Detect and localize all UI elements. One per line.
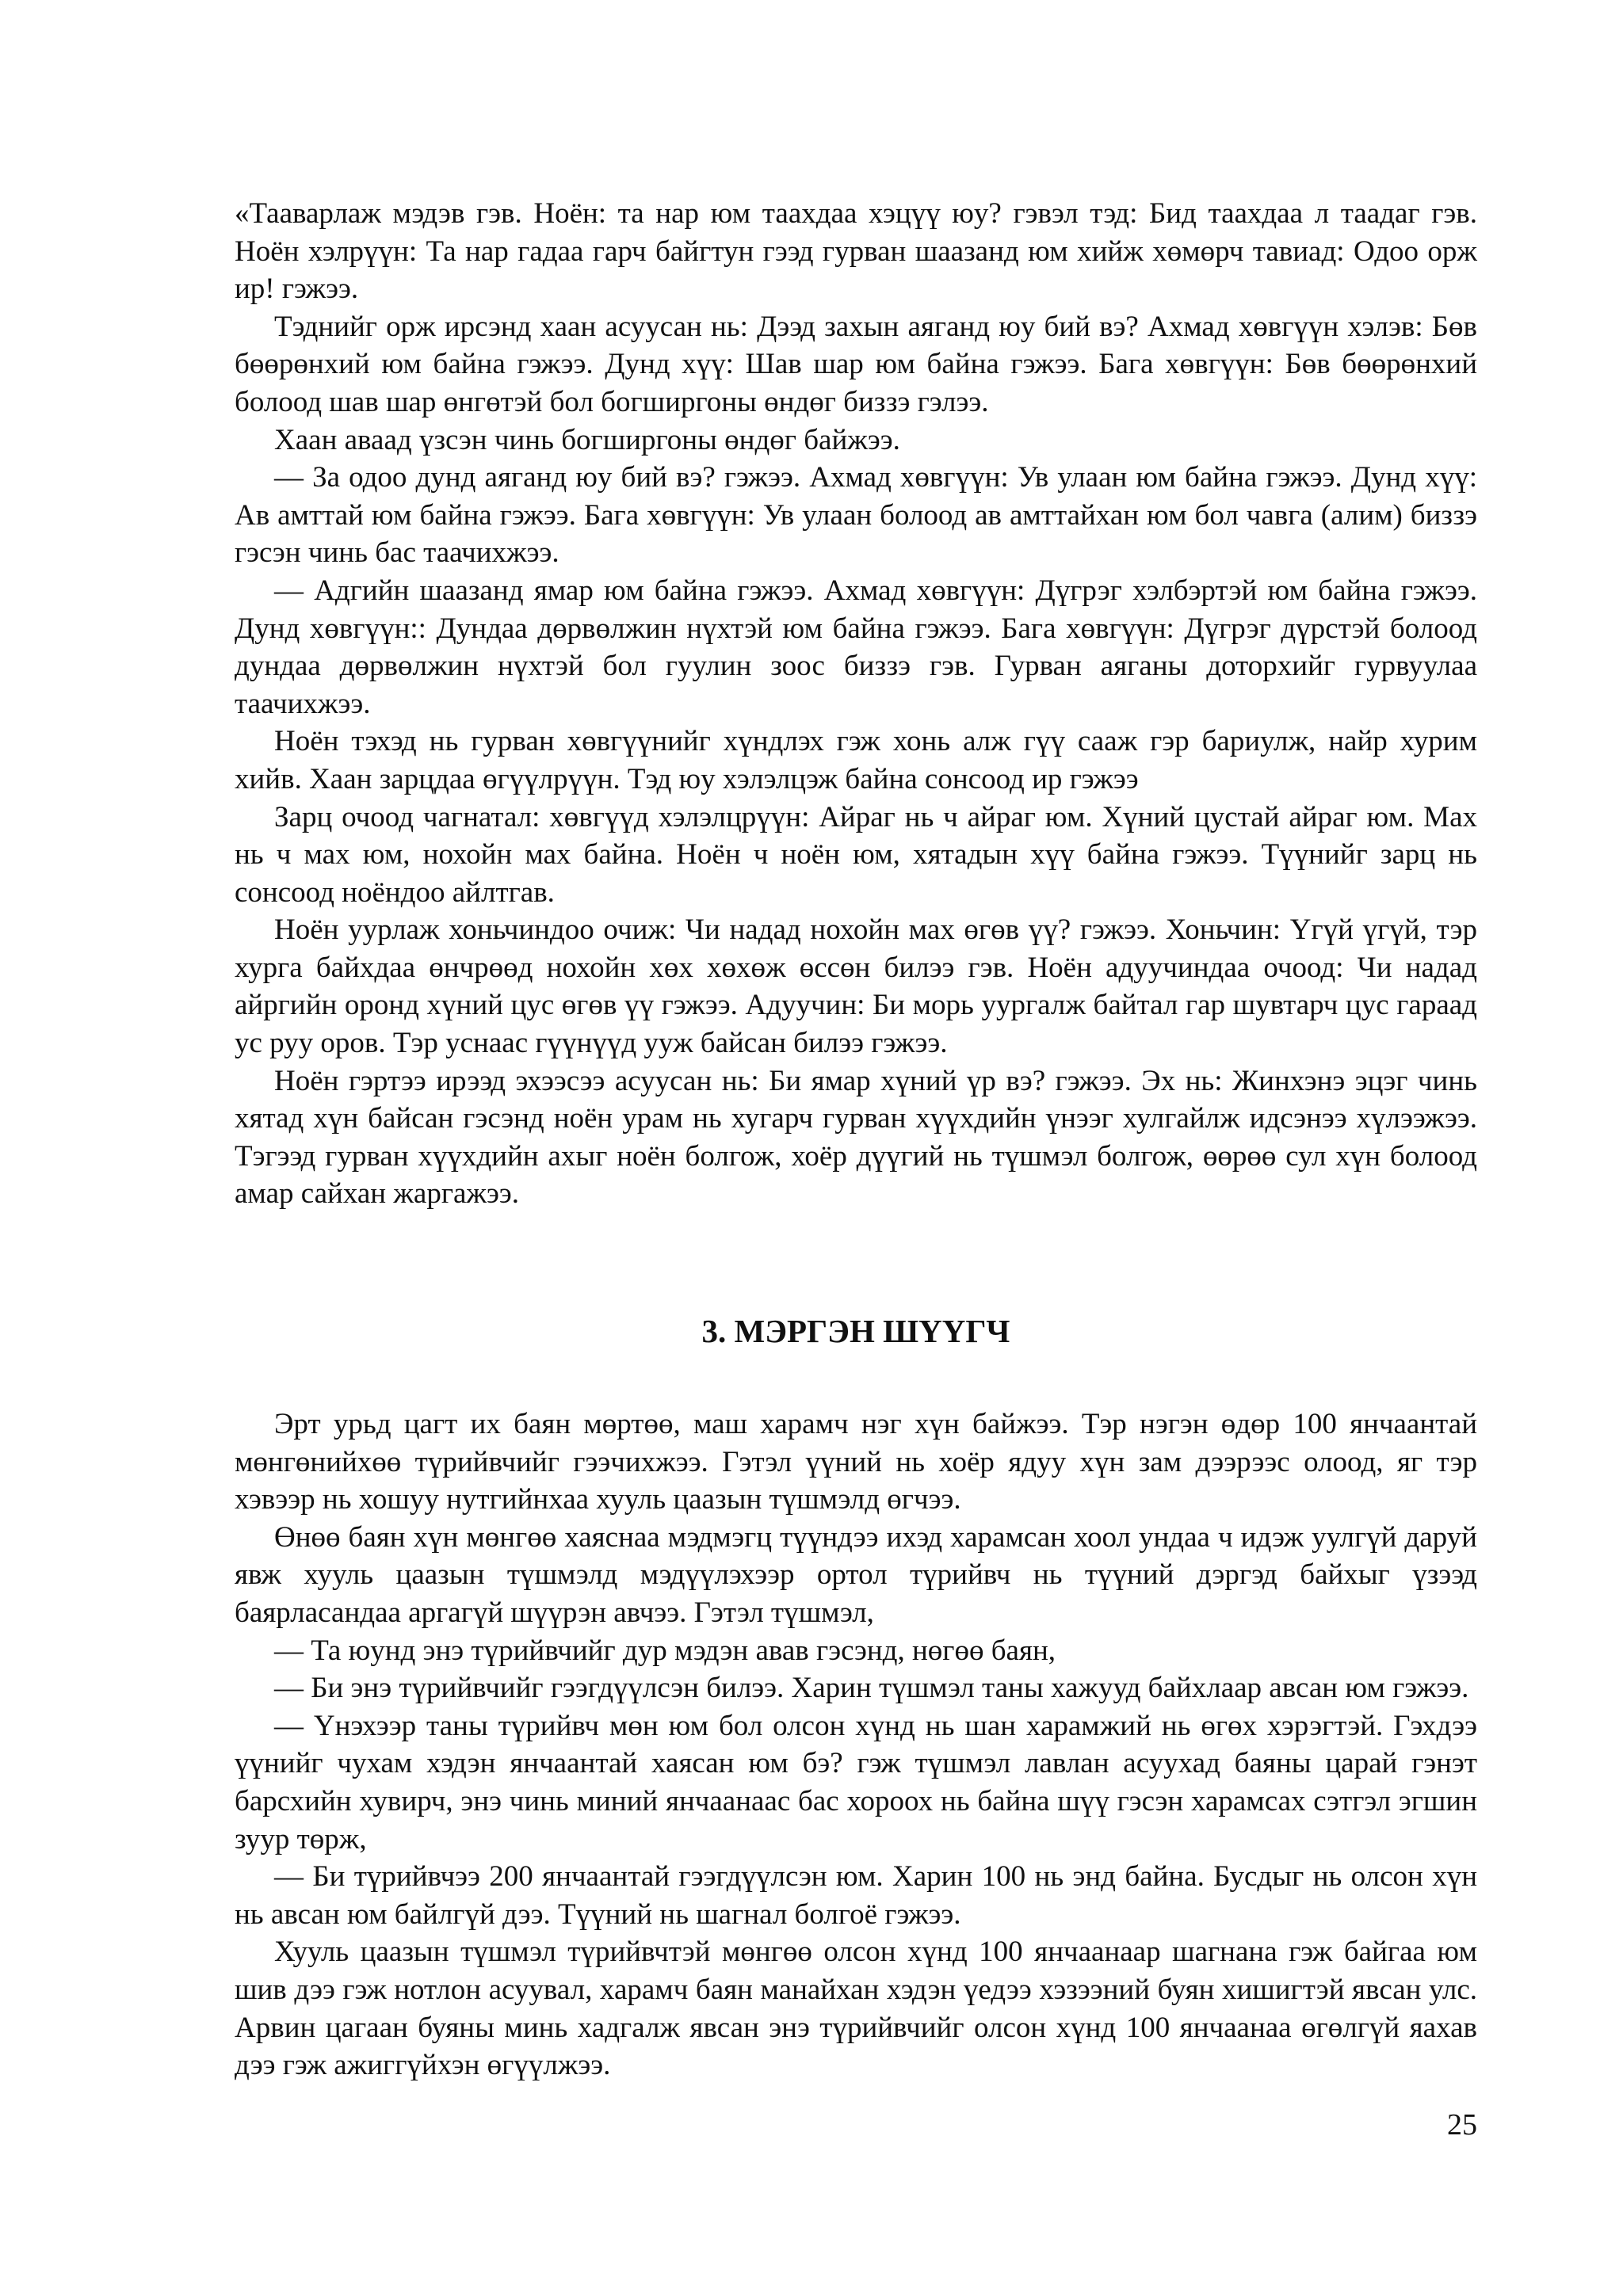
- paragraph: — Та юунд энэ түрийвчийг дур мэдэн авав гэсэнд, нөгөө баян,: [274, 1634, 1056, 1667]
- paragraph: Зарц очоод чагнатал: хөвгүүд хэлэлцрүүн: Айраг нь ч айраг юм. Хүний цустай айраг юм. Мах нь ч мах юм, нохойн мах байна. Ноён ч ноён юм, хятадын хүү байна гэжээ. Түүнийг зарц нь сонсоод ноёндоо айлтгав.: [235, 800, 1477, 909]
- paragraph: Тэднийг орж ирсэнд хаан асуусан нь: Дээд захын аяганд юу бий вэ? Ахмад хөвгүүн хэлэв: Бөв бөөрөнхий юм байна гэжээ. Дунд хүү: Шав шар юм байна гэжээ. Бага хөвгүүн: Бөв бөөрөнхий болоод шав шар өнгөтэй бол богширгоны өндөг биззэ гэлээ.: [235, 310, 1477, 418]
- chapter-title: 3. МЭРГЭН ШҮҮГЧ: [701, 1313, 1010, 1349]
- paragraph: — Би түрийвчээ 200 янчаантай гээгдүүлсэн юм. Харин 100 нь энд байна. Бусдыг нь олсон хүн нь авсан юм байлгүй дээ. Түүний нь шагнал болгоё гэжээ.: [235, 1860, 1477, 1931]
- paragraph: — Үнэхээр таны түрийвч мөн юм бол олсон хүнд нь шан харамжий нь өгөх хэрэгтэй. Гэхдээ үүнийг чухам хэдэн янчаантай хаясан юм бэ? гэж түшмэл лавлан асуухад баяны царай гэнэт барсхийн хувирч, энэ чинь миний янчаанаас бас хороох нь байна шүү гэсэн харамсах сэтгэл эгшин зуур төрж,: [235, 1709, 1477, 1855]
- paragraph: — За одоо дунд аяганд юу бий вэ? гэжээ. Ахмад хөвгүүн: Ув улаан юм байна гэжээ. Дунд хүү: Ав амттай юм байна гэжээ. Бага хөвгүүн: Ув улаан болоод ав амттайхан юм бол чавга (алим) биззэ гэсэн чинь бас таачихжээ.: [235, 461, 1477, 570]
- paragraph: — Би энэ түрийвчийг гээгдүүлсэн билээ. Харин түшмэл таны хажууд байхлаар авсан юм гэжээ.: [274, 1672, 1469, 1705]
- paragraph: Хаан аваад үзсэн чинь богширгоны өндөг байжээ.: [274, 423, 900, 456]
- paragraph: Ноён тэхэд нь гурван хөвгүүнийг хүндлэх гэж хонь алж гүү сааж гэр бариулж, найр хурим хийв. Хаан зарцдаа өгүүлрүүн. Тэд юу хэлэлцэж байна сонсоод ир гэжээ: [235, 725, 1477, 795]
- page-number: 25: [1447, 2108, 1477, 2142]
- paragraph: Эрт урьд цагт их баян мөртөө, маш харамч нэг хүн байжээ. Тэр нэгэн өдөр 100 янчаантай мөнгөнийхөө түрийвчийг гээчихжээ. Гэтэл үүний нь хоёр ядуу хүн зам дээрээс олоод, яг тэр хэвээр нь хошуу нутгийнхаа хууль цаазын түшмэлд өгчээ.: [235, 1408, 1477, 1516]
- paragraph: Өнөө баян хүн мөнгөө хаяснаа мэдмэгц түүндээ ихэд харамсан хоол ундаа ч идэж уулгүй даруй явж хууль цаазын түшмэлд мэдүүлэхээр ортол түрийвч нь түүний дэргэд байхыг үзээд баярласандаа аргагүй шүүрэн авчээ. Гэтэл түшмэл,: [235, 1520, 1477, 1629]
- paragraph: Хууль цаазын түшмэл түрийвчтэй мөнгөө олсон хүнд 100 янчаанаар шагнана гэж байгаа юм шив дээ гэж нотлон асуувал, харамч баян манайхан хэдэн үедээ хэзээний буян хишигтэй явсан улс. Арвин цагаан буяны минь хадгалж явсан энэ түрийвчийг олсон хүнд 100 янчаанаа өгөлгүй яахав дээ гэж ажиггүйхэн өгүүлжээ.: [235, 1936, 1477, 2082]
- story-body: [235, 1405, 1477, 2084]
- paragraph: Ноён уурлаж хоньчиндоо очиж: Чи надад нохойн мах өгөв үү? гэжээ. Хоньчин: Үгүй үгүй, тэр хурга байхдаа өнчрөөд нохойн хөх хөхөж өссөн билээ гэв. Ноён адуучиндаа очоод: Чи надад айргийн оронд хүний цус өгөв үү гэжээ. Адуучин: Би морь уургалж байтал гар шувтарч цус гараад ус руу оров. Тэр уснаас гүүнүүд ууж байсан билээ гэжээ.: [235, 913, 1477, 1060]
- paragraph: — Адгийн шаазанд ямар юм байна гэжээ. Ахмад хөвгүүн: Дүгрэг хэлбэртэй юм байна гэжээ. Дунд хөвгүүн:: Дундаа дөрвөлжин нүхтэй юм байна гэжээ. Бага хөвгүүн: Дүгрэг дүрстэй болоод дундаа дөрвөлжин нүхтэй бол гуулин зоос биззэ гэв. Гурван аяганы доторхийг гурвуулаа таачихжээ.: [235, 574, 1477, 720]
- story-continuation: [235, 195, 1477, 1213]
- paragraph: Ноён гэртээ ирээд эхээсээ асуусан нь: Би ямар хүний үр вэ? гэжээ. Эх нь: Жинхэнэ эцэг чинь хятад хүн байсан гэсэнд ноён урам нь хугарч гурван хүүхдийн үнээг хулгайлж идсэнээ хүлээжээ. Тэгээд гурван хүүхдийн ахыг ноён болгож, хоёр дүүгий нь түшмэл болгож, өөрөө сул хүн болоод амар сайхан жаргажээ.: [235, 1064, 1477, 1211]
- paragraph: «Тааварлаж мэдэв гэв. Ноён: та нар юм таахдаа хэцүү юу? гэвэл тэд: Бид таахдаа л таадаг гэв. Ноён хэлрүүн: Та нар гадаа гарч байгтун гээд гурван шаазанд юм хийж хөмөрч тавиад: Одоо орж ир! гэжээ.: [235, 197, 1477, 306]
